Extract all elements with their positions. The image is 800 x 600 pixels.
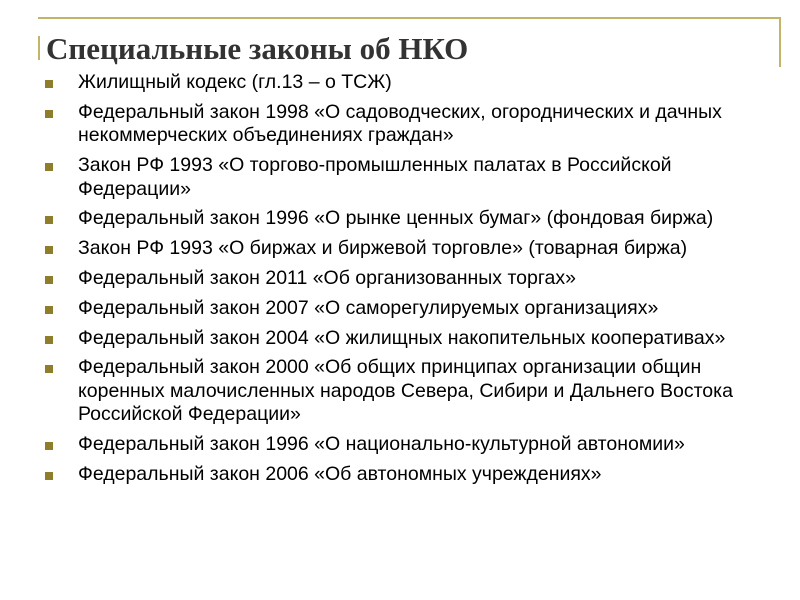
law-list-item (38, 207, 758, 231)
title-frame-right-line (779, 17, 781, 67)
law-list-item (38, 356, 758, 427)
law-list-item-text: Федеральный закон 2004 «О жилищных накопительных кооперативах» (78, 326, 726, 349)
title-frame-left-line (38, 36, 40, 60)
law-list-item-text: Федеральный закон 2006 «Об автономных учреждениях» (78, 462, 602, 485)
law-list-item-text: Федеральный закон 1996 «О национально-культурной автономии» (78, 433, 685, 456)
square-bullet-icon (45, 163, 53, 171)
law-list-item-text: Федеральный закон 2007 «О саморегулируемых организациях» (78, 296, 659, 319)
square-bullet-icon (45, 276, 53, 284)
law-list-item-text: Закон РФ 1993 «О биржах и биржевой торговле» (товарная биржа) (78, 237, 688, 260)
square-bullet-icon (45, 110, 53, 118)
square-bullet-icon (45, 365, 53, 373)
square-bullet-icon (45, 442, 53, 450)
law-list-item-text: Федеральный закон 1996 «О рынке ценных бумаг» (фондовая биржа) (78, 207, 714, 230)
title-frame-top-line (38, 17, 780, 19)
square-bullet-icon (45, 80, 53, 88)
law-list-item (38, 463, 758, 487)
law-list-item (38, 433, 758, 457)
law-list-item (38, 71, 758, 95)
law-list-item (38, 101, 758, 148)
law-list-item-text: Жилищный кодекс (гл.13 – о ТСЖ) (78, 71, 392, 93)
square-bullet-icon (45, 246, 53, 254)
law-list-item (38, 327, 758, 351)
law-list-item (38, 297, 758, 321)
square-bullet-icon (45, 472, 53, 480)
law-list-item-text: Федеральный закон 1998 «О садоводческих, огороднических и дачных некоммерческих объединениях граждан» (78, 100, 722, 147)
law-list-item-text: Федеральный закон 2011 «Об организованных торгах» (78, 266, 576, 289)
law-list-item-text: Закон РФ 1993 «О торгово-промышленных палатах в Российской Федерации» (78, 154, 672, 200)
law-list-item (38, 237, 758, 261)
square-bullet-icon (45, 336, 53, 344)
square-bullet-icon (45, 216, 53, 224)
square-bullet-icon (45, 306, 53, 314)
law-list (38, 71, 758, 493)
slide-title: Специальные законы об НКО (46, 31, 469, 66)
law-list-item-text: Федеральный закон 2000 «Об общих принципах организации общин коренных малочисленных народов Севера, Сибири и Дальнего Востока Российской Федерации» (78, 356, 733, 426)
law-list-item (38, 267, 758, 291)
law-list-item (38, 154, 758, 201)
